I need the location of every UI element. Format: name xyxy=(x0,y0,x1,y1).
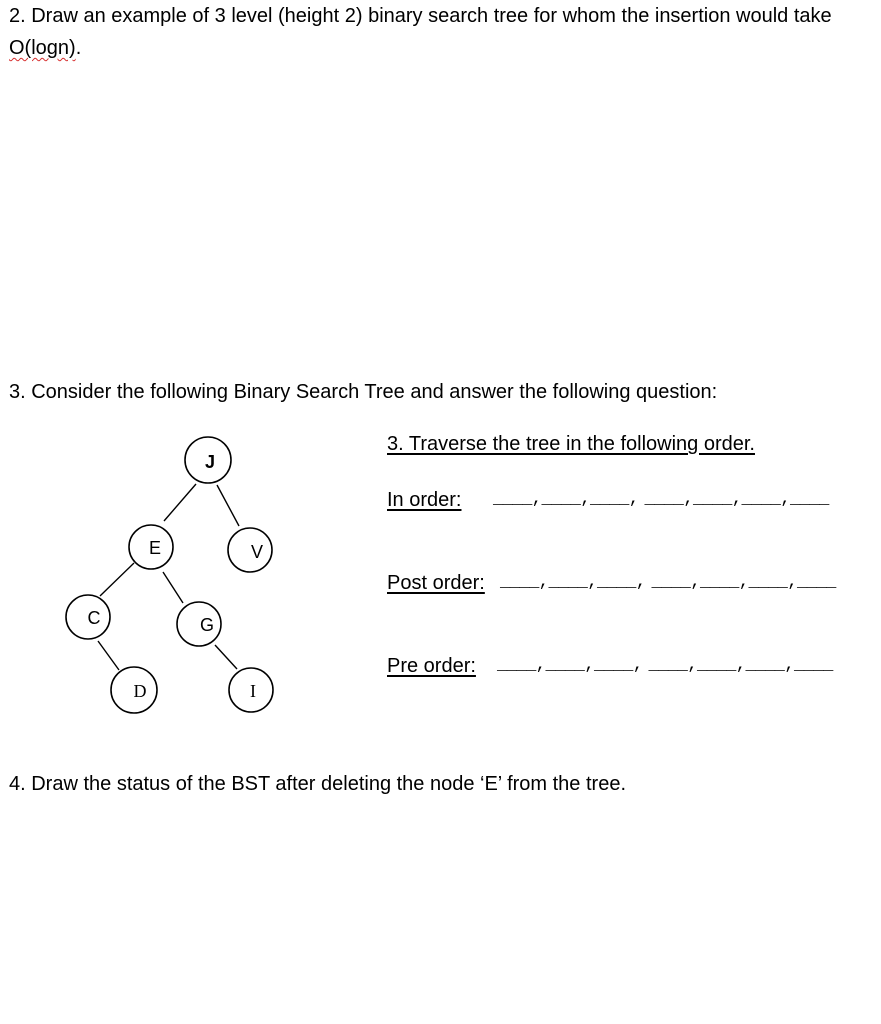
node-label-j: J xyxy=(204,452,216,472)
edge-e-g xyxy=(163,572,183,603)
in-order-blanks: ____,____,____, ____,____,____,____ xyxy=(493,490,829,509)
pre-order-blanks: ____,____,____, ____,____,____,____ xyxy=(497,656,833,675)
tree-node-d xyxy=(111,667,157,713)
question-4: 4. Draw the status of the BST after deleting the node ‘E’ from the tree. xyxy=(9,773,627,795)
node-label-g: G xyxy=(199,615,215,635)
tree-node-i xyxy=(229,668,273,712)
node-label-i: I xyxy=(250,681,256,701)
tree-node-v xyxy=(228,528,272,572)
question-2-formula: O(logn) xyxy=(9,37,76,59)
traversal-row-pre-order xyxy=(387,652,833,680)
tree-node-e xyxy=(129,525,173,569)
tree-node-c xyxy=(66,595,110,639)
question-2-text: 2. Draw an example of 3 level (height 2) binary search tree for whom the insertion would take xyxy=(9,5,832,27)
pre-order-label: Pre order: xyxy=(387,655,476,677)
edge-e-c xyxy=(100,563,134,596)
node-label-c: C xyxy=(87,608,101,628)
question-3: 3. Consider the following Binary Search Tree and answer the following question: xyxy=(9,381,718,403)
edge-g-i xyxy=(215,645,237,669)
edge-j-v xyxy=(217,485,239,526)
traversal-heading: 3. Traverse the tree in the following order. xyxy=(387,433,755,455)
node-label-e: E xyxy=(148,538,162,558)
traversal-row-in-order xyxy=(387,486,829,514)
tree-node-g xyxy=(177,602,221,646)
post-order-label: Post order: xyxy=(387,572,485,594)
edge-j-e xyxy=(164,484,196,521)
edge-c-d xyxy=(98,641,119,670)
tree-node-j xyxy=(185,437,231,483)
traversal-row-post-order xyxy=(387,569,836,597)
tree-edges xyxy=(98,484,239,670)
question-2-tail: . xyxy=(75,37,82,59)
node-label-v: V xyxy=(250,542,264,562)
post-order-blanks: ____,____,____, ____,____,____,____ xyxy=(500,573,836,592)
in-order-label: In order: xyxy=(387,489,462,511)
node-label-d: D xyxy=(133,681,147,701)
